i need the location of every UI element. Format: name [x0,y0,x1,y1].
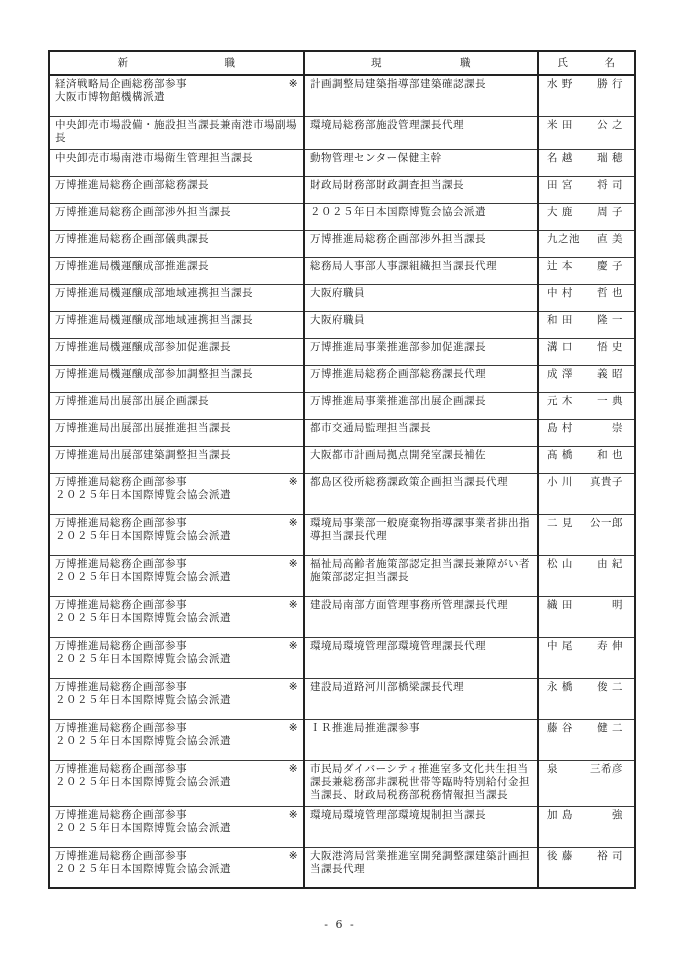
new-position-text: 万博推進局総務企画部参事 [55,598,187,611]
current-position-cell [304,203,538,230]
header-name-char-1: 氏 [557,56,569,69]
family-name: 島 村 [547,421,573,434]
name-cell [538,203,635,230]
current-position-cell [304,473,538,514]
given-name: 三希彦 [590,762,623,775]
name-cell [538,230,635,257]
current-position-cell [304,284,538,311]
given-name: 隆 一 [597,313,623,326]
new-position-text: 万博推進局総務企画部参事 [55,516,187,529]
new-position-line [55,449,298,462]
current-position-text: 環境局環境管理部環境規制担当課長 [310,808,486,821]
given-name: 周 子 [597,205,623,218]
header-new-char-2: 職 [224,56,236,69]
family-name: 松 山 [547,557,573,570]
new-position-line [55,558,298,571]
family-name: 泉 [547,762,558,775]
dispatch-mark: ※ [288,680,298,693]
new-position-cell [49,514,304,555]
name-cell [538,419,635,446]
current-position-text: 環境局環境管理部環境管理課長代理 [310,639,486,652]
dispatch-mark: ※ [288,598,298,611]
new-position-text: 万博推進局機運醸成部地域連携担当課長 [55,286,253,299]
given-name: 直 美 [597,232,623,245]
name-text [544,763,629,776]
given-name: 崇 [612,421,623,434]
new-position-dispatch-text: ２０２５年日本国際博覧会協会派遣 [55,734,231,747]
current-position-text: 万博推進局事業推進部参加促進課長 [310,340,486,353]
name-text [544,287,629,300]
current-position-cell [304,257,538,284]
name-text [544,206,629,219]
given-name: 由 紀 [597,557,623,570]
dispatch-mark: ※ [288,639,298,652]
given-name: 裕 司 [597,849,623,862]
new-position-dispatch-text: ２０２５年日本国際博覧会協会派遣 [55,529,231,542]
given-name: 一 典 [597,394,623,407]
given-name: 明 [612,598,623,611]
dispatch-mark: ※ [288,849,298,862]
name-text [544,152,629,165]
table-header-row [49,51,635,75]
name-cell [538,555,635,596]
new-position-dispatch-text: ２０２５年日本国際博覧会協会派遣 [55,570,231,583]
name-text [544,722,629,735]
name-text [544,233,629,246]
family-name: 大 鹿 [547,205,573,218]
family-name: 中 村 [547,286,573,299]
header-current-char-1: 現 [371,56,382,69]
name-text [544,260,629,273]
name-cell [538,365,635,392]
new-position-text: 万博推進局総務企画部渉外担当課長 [55,205,231,218]
current-position-cell [304,230,538,257]
table-row [49,149,635,176]
current-position-text: 財政局財務部財政調査担当課長 [310,178,464,191]
family-name: 小 川 [547,475,573,488]
family-name: 九之池 [547,232,580,245]
current-position-text: 万博推進局事業推進部出展企画課長 [310,394,486,407]
current-position-text: 都市交通局監理担当課長 [310,421,431,434]
new-position-line [55,179,298,192]
current-position-text: 動物管理センター保健主幹 [310,151,442,164]
current-position-cell [304,176,538,203]
table-row [49,311,635,338]
new-position-dispatch-text: 大阪市博物館機構派遣 [55,91,165,103]
family-name: 永 橋 [547,680,573,693]
name-cell [538,116,635,149]
current-position-cell [304,338,538,365]
current-position-cell [304,419,538,446]
new-position-line [55,78,298,91]
name-cell [538,257,635,284]
name-text [544,681,629,694]
current-position-text: 建設局南部方面管理事務所管理課長代理 [310,598,508,611]
name-cell [538,760,635,806]
current-position-cell [304,806,538,847]
new-position-line [55,599,298,612]
col-header-name [538,51,635,75]
new-position-line [55,368,298,381]
new-position-line [55,314,298,327]
name-text [544,368,629,381]
name-cell [538,392,635,419]
given-name: 寿 伸 [597,639,623,652]
new-position-text: 万博推進局総務企画部参事 [55,721,187,734]
current-position-text: 計画調整局建築指導部建築確認課長 [310,78,486,90]
new-position-text: 万博推進局総務企画部儀典課長 [55,232,209,245]
name-cell [538,311,635,338]
family-name: 溝 口 [547,340,573,353]
name-cell [538,596,635,637]
new-position-cell [49,806,304,847]
name-cell [538,338,635,365]
given-name: 悟 史 [597,340,623,353]
table-row [49,338,635,365]
name-text [544,809,629,822]
table-row [49,760,635,806]
new-position-cell [49,176,304,203]
col-header-current-position [304,51,538,75]
current-position-cell [304,365,538,392]
new-position-text: 万博推進局総務企画部総務課長 [55,178,209,191]
new-position-line [55,287,298,300]
new-position-line [55,119,298,145]
new-position-dispatch-text: ２０２５年日本国際博覧会協会派遣 [55,775,231,788]
current-position-cell [304,392,538,419]
family-name: 藤 谷 [547,721,573,734]
given-name: 健 二 [597,721,623,734]
table-row [49,596,635,637]
new-position-cell [49,392,304,419]
dispatch-mark: ※ [288,762,298,775]
new-position-line [55,260,298,273]
new-position-line [55,233,298,246]
new-position-dispatch-text: ２０２５年日本国際博覧会協会派遣 [55,488,231,501]
current-position-text: 大阪府職員 [310,286,365,299]
current-position-cell [304,719,538,760]
current-position-cell [304,116,538,149]
table-row [49,75,635,116]
current-position-text: 万博推進局総務企画部渉外担当課長 [310,232,486,245]
header-new-char-1: 新 [117,56,129,69]
new-position-text: 万博推進局機運醸成部地域連携担当課長 [55,313,253,326]
table-row [49,284,635,311]
current-position-text: ２０２５年日本国際博覧会協会派遣 [310,205,486,218]
name-cell [538,678,635,719]
new-position-text: 万博推進局総務企画部参事 [55,762,187,775]
table-row [49,176,635,203]
current-position-text: 都島区役所総務課政策企画担当課長代理 [310,475,508,488]
family-name: 成 澤 [547,367,573,380]
table-row [49,392,635,419]
new-position-line [55,517,298,530]
new-position-text: 万博推進局出展部出展企画課長 [55,394,209,407]
new-position-text: 中央卸売市場設備・施設担当課長兼南港市場副場長 [55,118,297,144]
new-position-cell [49,365,304,392]
new-position-text: 万博推進局出展部出展推進担当課長 [55,421,231,434]
family-name: 田 宮 [547,178,573,191]
given-name: 俊 二 [597,680,623,693]
table-row [49,847,635,888]
name-cell [538,806,635,847]
name-text [544,476,629,489]
new-position-dispatch-text: ２０２５年日本国際博覧会協会派遣 [55,821,231,834]
current-position-cell [304,149,538,176]
given-name: 和 也 [597,448,623,461]
new-position-text: 経済戦略局企画総務部参事 [55,78,187,90]
new-position-cell [49,446,304,473]
table-row [49,203,635,230]
new-position-cell [49,847,304,888]
new-position-cell [49,230,304,257]
new-position-cell [49,284,304,311]
dispatch-mark: ※ [288,516,298,529]
current-position-cell [304,596,538,637]
given-name: 哲 也 [597,286,623,299]
table-row [49,257,635,284]
dispatch-mark: ※ [288,475,298,488]
new-position-line [55,809,298,822]
new-position-line [55,152,298,165]
table-row [49,365,635,392]
new-position-cell [49,116,304,149]
given-name: 将 司 [597,178,623,191]
new-position-line [55,763,298,776]
current-position-text: 大阪港湾局営業推進室開発調整課建築計画担当課長代理 [310,849,530,875]
new-position-cell [49,419,304,446]
new-position-text: 中央卸売市場南港市場衛生管理担当課長 [55,151,253,164]
new-position-line [55,850,298,863]
new-position-text: 万博推進局総務企画部参事 [55,849,187,862]
table-row [49,719,635,760]
family-name: 辻 本 [547,259,573,272]
name-text [544,558,629,571]
current-position-cell [304,446,538,473]
table-row [49,555,635,596]
new-position-text: 万博推進局出展部建築調整担当課長 [55,448,231,461]
name-cell [538,176,635,203]
given-name: 公 之 [597,118,623,131]
new-position-cell [49,678,304,719]
name-text [544,599,629,612]
new-position-cell [49,257,304,284]
family-name: 後 藤 [547,849,573,862]
new-position-cell [49,637,304,678]
current-position-cell [304,75,538,116]
table-row [49,473,635,514]
name-text [544,119,629,132]
new-position-text: 万博推進局機運醸成部参加調整担当課長 [55,367,253,380]
dispatch-mark: ※ [288,808,298,821]
table-row [49,230,635,257]
new-position-text: 万博推進局総務企画部参事 [55,639,187,652]
dispatch-mark: ※ [288,78,298,90]
dispatch-mark: ※ [288,557,298,570]
new-position-line [55,395,298,408]
name-cell [538,637,635,678]
name-text [544,517,629,530]
new-position-dispatch-text: ２０２５年日本国際博覧会協会派遣 [55,652,231,665]
current-position-text: 建設局道路河川部橋梁課長代理 [310,680,464,693]
current-position-cell [304,760,538,806]
given-name: 慶 子 [597,259,623,272]
new-position-cell [49,149,304,176]
name-cell [538,473,635,514]
given-name: 義 昭 [597,367,623,380]
current-position-text: 市民局ダイバーシティ推進室多文化共生担当課長兼総務部非課税世帯等臨時特別給付金担当課長、財政局税務部税務情報担当課長 [310,762,530,801]
new-position-cell [49,555,304,596]
new-position-cell [49,203,304,230]
family-name: 元 木 [547,394,573,407]
current-position-text: 万博推進局総務企画部総務課長代理 [310,367,486,380]
family-name: 米 田 [547,118,573,131]
current-position-text: 総務局人事部人事課組織担当課長代理 [310,259,497,272]
current-position-cell [304,637,538,678]
name-text [544,449,629,462]
given-name: 強 [612,808,623,821]
new-position-line [55,722,298,735]
name-text [544,422,629,435]
name-cell [538,719,635,760]
current-position-cell [304,678,538,719]
new-position-line [55,476,298,489]
new-position-line [55,640,298,653]
current-position-cell [304,514,538,555]
table-row [49,678,635,719]
new-position-text: 万博推進局総務企画部参事 [55,808,187,821]
current-position-text: ＩＲ推進局推進課参事 [310,721,420,734]
given-name: 勝 行 [597,78,623,90]
new-position-cell [49,473,304,514]
name-text [544,341,629,354]
name-cell [538,446,635,473]
new-position-dispatch-text: ２０２５年日本国際博覧会協会派遣 [55,611,231,624]
dispatch-mark: ※ [288,721,298,734]
current-position-text: 大阪府職員 [310,313,365,326]
table-row [49,637,635,678]
new-position-cell [49,75,304,116]
name-cell [538,284,635,311]
new-position-cell [49,719,304,760]
family-name: 中 尾 [547,639,573,652]
name-text [544,314,629,327]
table-row [49,116,635,149]
given-name: 公一郎 [590,516,623,529]
new-position-text: 万博推進局総務企画部参事 [55,475,187,488]
family-name: 名 越 [547,151,573,164]
new-position-line [55,206,298,219]
name-cell [538,75,635,116]
new-position-cell [49,311,304,338]
current-position-cell [304,311,538,338]
new-position-text: 万博推進局総務企画部参事 [55,557,187,570]
family-name: 加 島 [547,808,573,821]
current-position-cell [304,847,538,888]
name-cell [538,847,635,888]
name-text [544,850,629,863]
name-cell [538,149,635,176]
header-current-char-2: 職 [460,56,471,69]
new-position-cell [49,338,304,365]
current-position-text: 環境局事業部一般廃棄物指導課事業者排出指導担当課長代理 [310,516,530,542]
new-position-dispatch-text: ２０２５年日本国際博覧会協会派遣 [55,862,231,875]
page-number: - 6 - [324,918,356,931]
col-header-new-position [49,51,304,75]
table-row [49,419,635,446]
family-name: 髙 橋 [547,448,573,461]
current-position-text: 大阪都市計画局拠点開発室課長補佐 [310,448,486,461]
family-name: 和 田 [547,313,573,326]
current-position-text: 環境局総務部施設管理課長代理 [310,118,464,131]
new-position-line [55,341,298,354]
table-row [49,446,635,473]
table-body [49,75,635,888]
new-position-line [55,422,298,435]
personnel-transfer-table [48,50,636,889]
given-name: 真貴子 [590,475,623,488]
new-position-line [55,681,298,694]
header-name-char-2: 名 [604,56,616,69]
new-position-cell [49,760,304,806]
new-position-text: 万博推進局総務企画部参事 [55,680,187,693]
new-position-cell [49,596,304,637]
table-row [49,514,635,555]
name-text [544,640,629,653]
new-position-text: 万博推進局機運醸成部参加促進課長 [55,340,231,353]
given-name: 瑞 穂 [597,151,623,164]
new-position-text: 万博推進局機運醸成部推進課長 [55,259,209,272]
family-name: 織 田 [547,598,573,611]
name-text [544,78,629,91]
family-name: 水 野 [547,78,573,90]
table-row [49,806,635,847]
current-position-text: 福祉局高齢者施策部認定担当課長兼障がい者施策部認定担当課長 [310,557,530,583]
family-name: 二 見 [547,516,573,529]
new-position-dispatch-text: ２０２５年日本国際博覧会協会派遣 [55,693,231,706]
name-text [544,179,629,192]
name-cell [538,514,635,555]
name-text [544,395,629,408]
current-position-cell [304,555,538,596]
